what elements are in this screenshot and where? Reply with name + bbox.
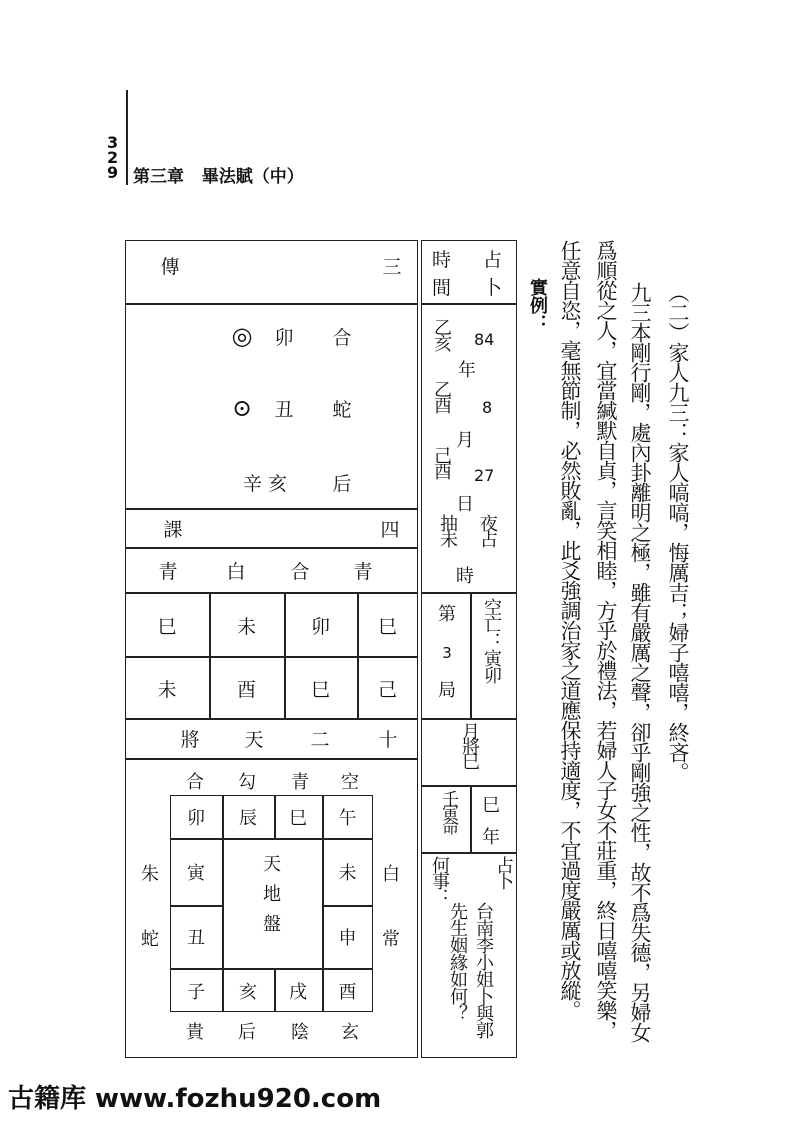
jiang-char: 天 bbox=[244, 728, 264, 751]
month-number: 8 bbox=[482, 398, 493, 417]
plate-cell-bottom: 戌 bbox=[289, 981, 307, 1003]
plate-top-god: 合 bbox=[186, 772, 204, 793]
year-number: 84 bbox=[474, 330, 495, 349]
transmission-1-mark: ◎ bbox=[231, 322, 253, 350]
day-number: 27 bbox=[474, 466, 495, 485]
jiang-char: 將 bbox=[180, 728, 200, 751]
lesson-god: 青 bbox=[353, 560, 373, 583]
plate-top-god: 勾 bbox=[238, 772, 256, 793]
lesson-lower: 未 bbox=[157, 678, 177, 701]
year-unit: 年 bbox=[458, 360, 476, 381]
transmission-2-branch: 丑 bbox=[274, 398, 294, 421]
transmission-3-god: 后 bbox=[332, 472, 352, 495]
hour-unit: 時 bbox=[456, 566, 474, 587]
ke-label: 課 bbox=[163, 518, 183, 541]
lesson-god: 白 bbox=[226, 560, 246, 583]
watermark: 古籍库 www.fozhu920.com bbox=[8, 1084, 382, 1114]
time-label: 時 間 bbox=[432, 249, 452, 299]
text-column-3: 爲順從之人，宜當緘默自貞，言笑相睦，方乎於禮法，若婦人子女不莊重，終日嘻嘻笑樂， bbox=[594, 240, 618, 1040]
plate-cell-right: 申 bbox=[338, 928, 357, 949]
plate-center-char: 地 bbox=[263, 884, 281, 905]
plate-right-god: 白 bbox=[382, 864, 400, 885]
plate-bottom-god: 貴 bbox=[186, 1022, 204, 1043]
month-unit: 月 bbox=[456, 430, 474, 451]
plate-cell-top: 午 bbox=[338, 808, 357, 829]
yuejiang: 月將巳 bbox=[459, 722, 480, 767]
lesson-lower: 酉 bbox=[236, 678, 256, 701]
day-ganzhi: 己酉 bbox=[431, 446, 452, 478]
plate-center-char: 盤 bbox=[263, 914, 281, 935]
plate-center bbox=[222, 850, 322, 940]
transmission-1-branch: 卯 bbox=[274, 326, 294, 349]
zhanbu-label: 占卜 bbox=[493, 856, 514, 888]
plate-cell-left: 丑 bbox=[187, 928, 205, 949]
lesson-upper: 未 bbox=[236, 615, 256, 638]
plate-cell-top: 卯 bbox=[187, 808, 205, 829]
page-digit: 2 bbox=[107, 148, 119, 167]
lesson-lower: 己 bbox=[377, 678, 397, 701]
lesson-lower: 巳 bbox=[310, 678, 330, 701]
plate-left-god: 朱 bbox=[141, 864, 159, 885]
plate-top-god: 空 bbox=[341, 772, 359, 793]
example-label: 實例： bbox=[527, 278, 548, 332]
plate-cell-bottom: 子 bbox=[187, 981, 205, 1003]
chou-wei: 抽未 bbox=[437, 514, 458, 546]
question-text: 台南李小姐卜與郭先生姻緣如何？ bbox=[447, 902, 494, 1038]
lesson-god: 青 bbox=[158, 560, 178, 583]
plate-cell-top: 巳 bbox=[289, 808, 307, 829]
text-column-1: （二）家人九三：家人嗃嗃，悔厲吉；婦子嘻嘻，終吝。 bbox=[666, 282, 690, 782]
birth-year: 巳 年 bbox=[482, 795, 500, 848]
jiang-char: 二 bbox=[310, 728, 330, 751]
transmission-2-mark: ⊙ bbox=[231, 394, 253, 422]
night-divination: 夜占 bbox=[477, 514, 498, 546]
text-column-4: 任意自恣，毫無節制，必然敗亂，此爻強調治家之道應保持適度，不宜過度嚴厲或放縱。 bbox=[558, 240, 582, 1020]
plate-center-char: 天 bbox=[263, 854, 281, 875]
transmission-2-god: 蛇 bbox=[332, 398, 352, 421]
year-ganzhi: 乙亥 bbox=[431, 318, 452, 350]
chapter-number: 第三章 bbox=[133, 167, 184, 187]
text-column-2: 九三本剛行剛，處內卦離明之極，雖有嚴厲之聲，卻乎剛強之性，故不爲失德，另婦女 bbox=[628, 282, 652, 1042]
chuan-label: 傳 bbox=[160, 255, 180, 278]
what-matter-label: 何事： bbox=[429, 856, 450, 904]
plate-cell-right: 未 bbox=[338, 863, 357, 884]
plate-bottom-god: 玄 bbox=[341, 1022, 359, 1043]
divine-label: 占 卜 bbox=[483, 249, 503, 299]
plate-bottom-god: 后 bbox=[238, 1022, 256, 1043]
plate-cell-left: 寅 bbox=[187, 863, 205, 884]
plate-cell-top: 辰 bbox=[239, 808, 257, 829]
ju-number: 第 3 局 bbox=[438, 604, 456, 701]
plate-left-god: 蛇 bbox=[141, 929, 159, 950]
ke-number: 四 bbox=[380, 518, 400, 541]
lesson-upper: 巳 bbox=[377, 615, 397, 638]
lesson-upper: 卯 bbox=[310, 615, 330, 638]
plate-cell-bottom: 亥 bbox=[239, 981, 257, 1003]
page-number bbox=[107, 135, 118, 180]
chuan-number: 三 bbox=[382, 255, 402, 278]
lesson-god: 合 bbox=[290, 560, 310, 583]
page-digit: 9 bbox=[107, 163, 119, 182]
plate-bottom-god: 陰 bbox=[291, 1022, 309, 1043]
transmission-3-branch: 辛 亥 bbox=[242, 472, 288, 495]
lesson-upper: 巳 bbox=[157, 615, 177, 638]
chapter-title: 畢法賦（中） bbox=[201, 167, 304, 187]
day-unit: 日 bbox=[456, 494, 474, 515]
page-digit: 3 bbox=[107, 133, 119, 152]
birth-ganzhi: 壬寅命 bbox=[438, 790, 458, 832]
margin-rule bbox=[126, 90, 128, 185]
plate-cell-bottom: 酉 bbox=[338, 981, 357, 1003]
jiang-char: 十 bbox=[378, 728, 398, 751]
chapter-header bbox=[133, 162, 304, 187]
plate-top-god: 青 bbox=[291, 772, 309, 793]
kongwang: 空亡：寅卯 bbox=[481, 598, 502, 683]
transmission-1-god: 合 bbox=[332, 326, 352, 349]
month-ganzhi: 乙酉 bbox=[431, 380, 452, 412]
plate-right-god: 常 bbox=[382, 929, 400, 950]
